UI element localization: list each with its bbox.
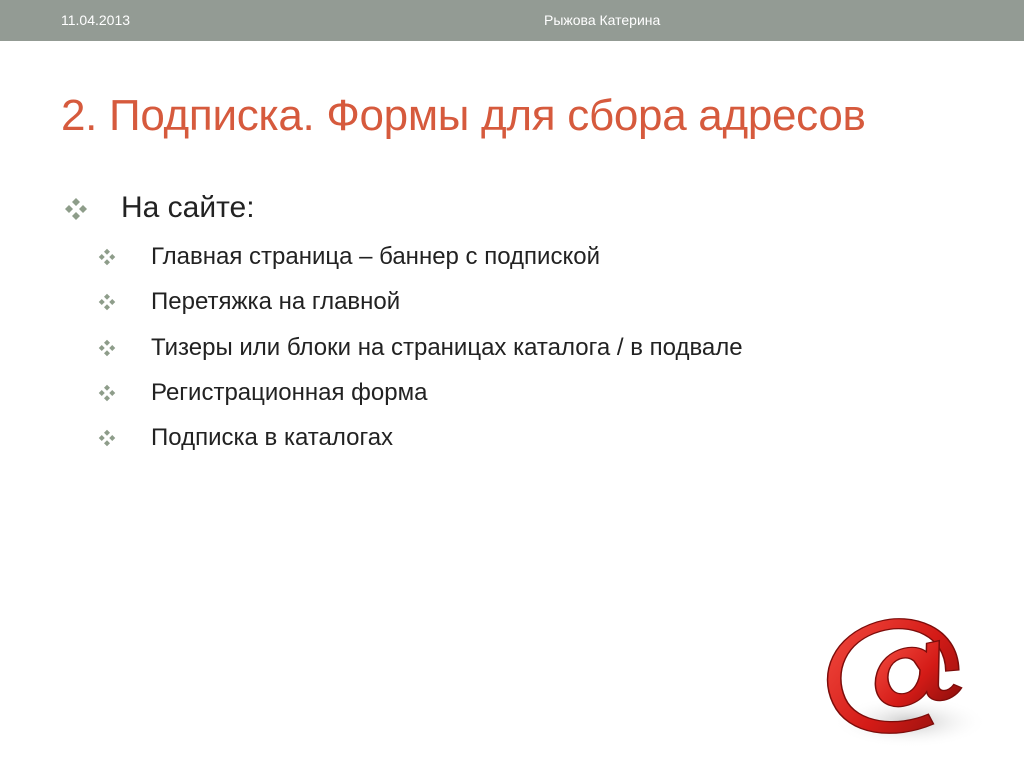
four-diamond-bullet-icon (98, 293, 116, 316)
sub-bullet-label: Перетяжка на главной (151, 288, 401, 315)
sub-bullet-label: Регистрационная форма (151, 379, 428, 406)
four-diamond-bullet-icon (98, 339, 116, 362)
header-date: 11.04.2013 (61, 12, 131, 28)
four-diamond-bullet-icon (64, 197, 88, 226)
four-diamond-bullet-icon (98, 248, 116, 271)
header-bar (0, 0, 1024, 41)
slide-title: 2. Подписка. Формы для сбора адресов (61, 91, 866, 140)
header-author: Рыжова Катерина (544, 12, 661, 28)
sub-bullet-label: Тизеры или блоки на страницах каталога / в подвале (151, 334, 743, 361)
bullet-label: На сайте: (121, 191, 255, 224)
sub-bullet-label: Подписка в каталогах (151, 424, 394, 451)
sub-bullet-label: Главная страница – баннер с подпиской (151, 243, 600, 270)
four-diamond-bullet-icon (98, 429, 116, 452)
at-sign-icon (818, 602, 990, 752)
four-diamond-bullet-icon (98, 384, 116, 407)
